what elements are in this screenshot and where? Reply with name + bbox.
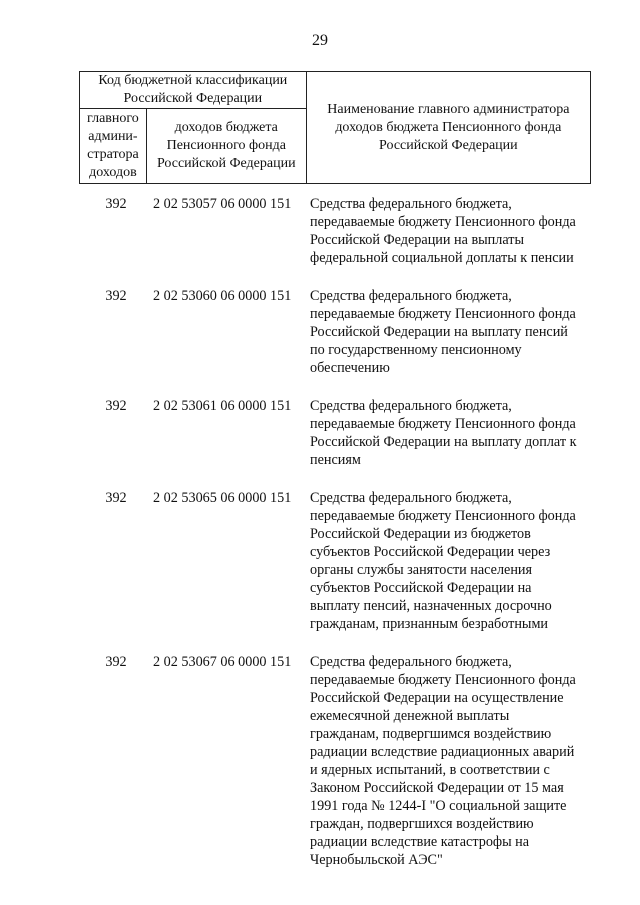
description-line: Российской Федерации на выплаты [310, 232, 525, 248]
income-code: 2 02 53065 06 0000 151 [153, 490, 292, 506]
description-line: субъектов Российской Федерации через [310, 544, 551, 560]
description-line: Средства федерального бюджета, [310, 398, 512, 414]
page-number: 29 [312, 32, 328, 49]
description-line: передаваемые бюджету Пенсионного фонда [310, 306, 576, 322]
description-line: обеспечению [310, 360, 390, 376]
income-description [310, 489, 600, 633]
description-line: субъектов Российской Федерации на [310, 580, 532, 596]
description-line: передаваемые бюджету Пенсионного фонда [310, 672, 576, 688]
description-line: Российской Федерации из бюджетов [310, 526, 531, 542]
admin-code: 392 [105, 490, 127, 506]
income-code: 2 02 53061 06 0000 151 [153, 398, 292, 414]
description-line: радиации вследствие радиационных аварий [310, 744, 575, 760]
income-code: 2 02 53067 06 0000 151 [153, 654, 292, 670]
description-line: Российской Федерации на осуществление [310, 690, 564, 706]
income-description [310, 195, 600, 267]
description-line: Российской Федерации на выплату доплат к [310, 434, 577, 450]
description-line: Средства федерального бюджета, [310, 288, 512, 304]
admin-code: 392 [105, 654, 127, 670]
income-code: 2 02 53057 06 0000 151 [153, 196, 292, 212]
admin-column-header: главного админи-стратора доходов [80, 109, 147, 184]
description-line: гражданам, подвергшимся воздействию [310, 726, 552, 742]
description-line: 1991 года № 1244-I "О социальной защите [310, 798, 567, 814]
description-line: и ядерных испытаний, в соответствии с [310, 762, 550, 778]
description-line: Средства федерального бюджета, [310, 490, 512, 506]
description-line: Российской Федерации на выплату пенсий [310, 324, 568, 340]
description-line: органы службы занятости населения [310, 562, 533, 578]
income-description [310, 653, 600, 869]
description-line: передаваемые бюджету Пенсионного фонда [310, 214, 576, 230]
description-line: передаваемые бюджету Пенсионного фонда [310, 416, 576, 432]
description-line: Законом Российской Федерации от 15 мая [310, 780, 564, 796]
description-line: Средства федерального бюджета, [310, 654, 512, 670]
income-description [310, 287, 600, 377]
description-line: пенсиям [310, 452, 361, 468]
code-group-header: Код бюджетной классификации Российской Федерации [80, 72, 307, 109]
name-column-header: Наименование главного администратора доходов бюджета Пенсионного фонда Российской Федерации [306, 72, 590, 184]
admin-code: 392 [105, 196, 127, 212]
description-line: Средства федерального бюджета, [310, 196, 512, 212]
admin-code: 392 [105, 398, 127, 414]
description-line: гражданам, признанным безработными [310, 616, 549, 632]
description-line: федеральной социальной доплаты к пенсии [310, 250, 574, 266]
description-line: радиации вследствие катастрофы на [310, 834, 530, 850]
column-header-table [79, 71, 591, 184]
description-line: Чернобыльской АЭС" [310, 852, 443, 868]
income-column-header: доходов бюджета Пенсионного фонда Российской Федерации [146, 109, 306, 184]
description-line: ежемесячной денежной выплаты [310, 708, 510, 724]
income-description [310, 397, 600, 469]
description-line: граждан, подвергшихся воздействию [310, 816, 534, 832]
income-code: 2 02 53060 06 0000 151 [153, 288, 292, 304]
description-line: выплату пенсий, назначенных досрочно [310, 598, 552, 614]
description-line: передаваемые бюджету Пенсионного фонда [310, 508, 576, 524]
description-line: по государственному пенсионному [310, 342, 522, 358]
admin-code: 392 [105, 288, 127, 304]
